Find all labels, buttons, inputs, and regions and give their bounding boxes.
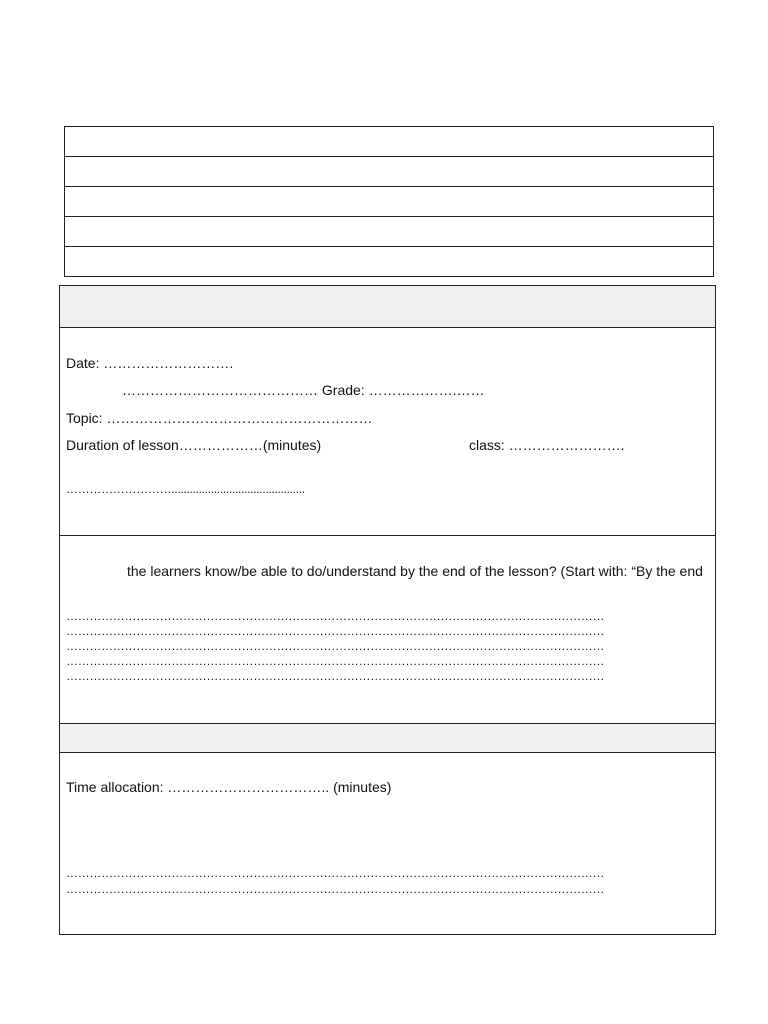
objective-line[interactable]: ………………………………………………………………………………………………………………………… (66, 654, 605, 668)
objective-line[interactable]: ………………………………………………………………………………………………………………………… (66, 609, 605, 623)
header-row (65, 217, 713, 247)
section-header-band (60, 723, 715, 753)
date-field[interactable]: Date: ………………………. (66, 355, 234, 371)
objective-line[interactable]: ………………………………………………………………………………………………………………………… (66, 639, 605, 653)
details-extra-line[interactable]: ………………………............................................ (66, 482, 305, 496)
objectives-prompt: the learners know/be able to do/understand by the end of the lesson? (Start with: “By the end (127, 563, 703, 579)
activity-line[interactable]: ………………………………………………………………………………………………………………………… (66, 882, 605, 896)
header-row (65, 157, 713, 187)
duration-field[interactable]: Duration of lesson………………(minutes) (66, 437, 322, 453)
section-divider (60, 535, 715, 536)
topic-field[interactable]: Topic: ………………………………………………… (66, 410, 373, 426)
header-row (65, 247, 713, 277)
header-row (65, 127, 713, 157)
lesson-plan-form (59, 285, 716, 935)
header-row (65, 187, 713, 217)
objective-line[interactable]: ………………………………………………………………………………………………………………………… (66, 624, 605, 638)
activity-line[interactable]: ………………………………………………………………………………………………………………………… (66, 866, 605, 880)
grade-field[interactable]: …………………………………… Grade: ……………….…… (122, 382, 485, 398)
class-field[interactable]: class: ……………………. (469, 437, 625, 453)
time-allocation-field[interactable]: Time allocation: …………………………….. (minutes) (66, 779, 392, 795)
objective-line[interactable]: ………………………………………………………………………………………………………………………… (66, 669, 605, 683)
section-header-band (60, 286, 715, 328)
header-info-table (64, 126, 714, 277)
